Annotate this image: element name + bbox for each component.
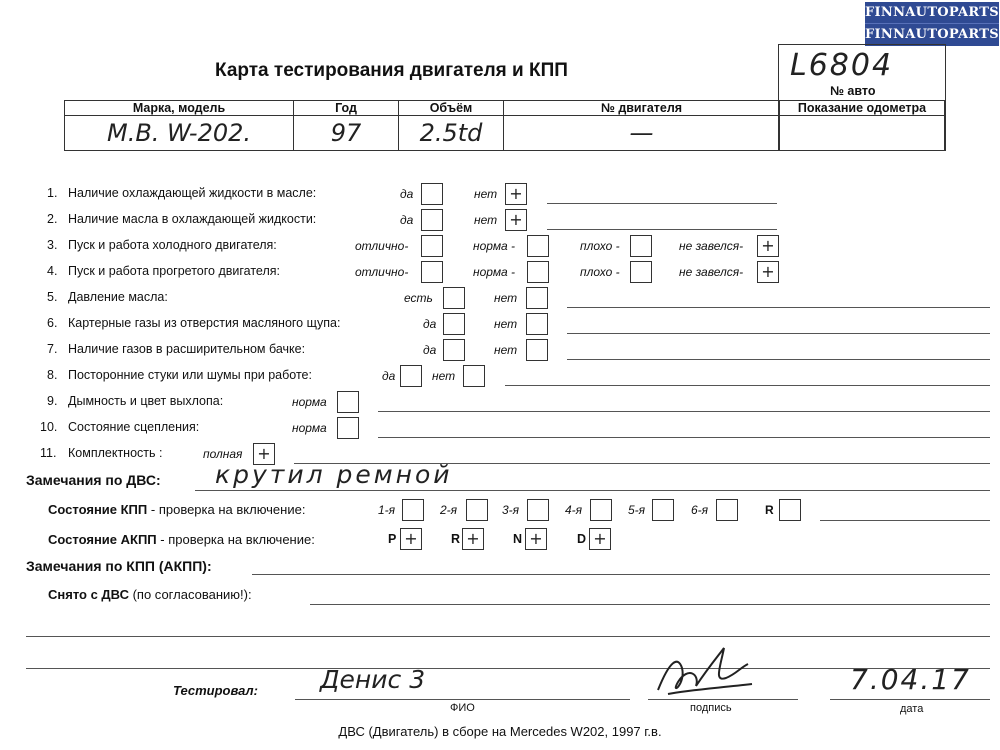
col-header-odometer: Показание одометра <box>780 101 945 116</box>
kpp-gear-label: 4-я <box>565 503 583 517</box>
kpp-line <box>820 520 990 521</box>
question-text: Давление масла: <box>68 290 168 304</box>
akpp-gear-label: P <box>388 532 397 546</box>
option-checkbox[interactable] <box>421 261 443 283</box>
engine-no-value: — <box>504 116 780 151</box>
car-number-value: L6804 <box>790 48 894 83</box>
kpp-gear-checkbox[interactable] <box>779 499 801 521</box>
removed-line <box>310 604 990 605</box>
check-mark-icon: + <box>404 529 418 548</box>
date-label: дата <box>900 703 924 715</box>
akpp-gear-checkbox[interactable] <box>400 528 422 550</box>
answer-line <box>567 333 990 334</box>
check-mark-icon: + <box>593 529 607 548</box>
option-label: отлично- <box>355 265 409 279</box>
option-checkbox[interactable] <box>505 209 527 231</box>
model-value: M.B. W-202. <box>65 116 294 151</box>
col-header-volume: Объём <box>399 101 504 116</box>
answer-line <box>547 229 777 230</box>
option-label: да <box>423 343 437 357</box>
vehicle-info-table <box>64 100 945 151</box>
option-checkbox[interactable] <box>526 313 548 335</box>
question-text: Пуск и работа холодного двигателя: <box>68 238 277 252</box>
col-header-model: Марка, модель <box>65 101 294 116</box>
check-mark-icon: + <box>466 529 480 548</box>
question-number: 5. <box>47 290 58 304</box>
kpp-gear-label: R <box>765 503 774 517</box>
option-checkbox[interactable] <box>400 365 422 387</box>
question-text: Наличие охлаждающей жидкости в масле: <box>68 186 317 200</box>
option-label: норма <box>292 395 327 409</box>
option-label: да <box>400 187 414 201</box>
check-mark-icon: + <box>509 210 523 229</box>
kpp-gear-checkbox[interactable] <box>590 499 612 521</box>
option-label: нет <box>494 343 518 357</box>
kpp-remarks-line <box>252 574 990 575</box>
check-mark-icon: + <box>761 262 775 281</box>
akpp-gear-label: D <box>577 532 587 546</box>
check-mark-icon: + <box>761 236 775 255</box>
option-label: норма <box>292 421 327 435</box>
option-label: нет <box>432 369 456 383</box>
question-text: Наличие масла в охлаждающей жидкости: <box>68 212 317 226</box>
signature-image <box>648 638 758 706</box>
kpp-suffix: - проверка на включение: <box>150 502 306 517</box>
fio-label: ФИО <box>450 702 475 714</box>
option-label: да <box>423 317 437 331</box>
signature-label: подпись <box>690 702 732 714</box>
option-checkbox[interactable] <box>443 313 465 335</box>
akpp-gear-label: N <box>513 532 523 546</box>
answer-line <box>547 203 777 204</box>
option-label: да <box>400 213 414 227</box>
question-text: Состояние сцепления: <box>68 420 200 434</box>
option-label: плохо - <box>580 265 620 279</box>
answer-line <box>567 359 990 360</box>
option-checkbox[interactable] <box>527 235 549 257</box>
option-label: полная <box>203 447 243 461</box>
akpp-gear-checkbox[interactable] <box>589 528 611 550</box>
question-text: Дымность и цвет выхлопа: <box>68 394 224 408</box>
watermark-text: FINNAUTOPARTS <box>865 2 999 24</box>
option-label: плохо - <box>580 239 620 253</box>
check-mark-icon: + <box>509 184 523 203</box>
question-number: 6. <box>47 316 58 330</box>
option-checkbox[interactable] <box>630 261 652 283</box>
question-number: 8. <box>47 368 58 382</box>
option-checkbox[interactable] <box>421 235 443 257</box>
option-label: норма - <box>473 265 516 279</box>
blank-line-1 <box>26 636 990 637</box>
kpp-label: Состояние КПП <box>48 502 148 517</box>
kpp-gear-label: 2-я <box>440 503 458 517</box>
removed-label: Снято с ДВС <box>48 587 129 602</box>
question-number: 2. <box>47 212 58 226</box>
question-number: 10. <box>40 420 58 434</box>
question-number: 9. <box>47 394 58 408</box>
akpp-gear-checkbox[interactable] <box>462 528 484 550</box>
watermark-logo <box>865 2 999 46</box>
kpp-gear-checkbox[interactable] <box>527 499 549 521</box>
kpp-gear-checkbox[interactable] <box>716 499 738 521</box>
option-label: да <box>382 369 396 383</box>
year-value: 97 <box>294 116 399 151</box>
option-checkbox[interactable] <box>443 339 465 361</box>
kpp-gear-checkbox[interactable] <box>652 499 674 521</box>
option-checkbox[interactable] <box>630 235 652 257</box>
odometer-value <box>780 116 945 151</box>
removed-row-label <box>48 587 252 602</box>
option-label: есть <box>404 291 433 305</box>
date-line <box>830 699 990 700</box>
option-label: не завелся- <box>679 265 744 279</box>
question-text: Посторонние стуки или шумы при работе: <box>68 368 312 382</box>
engine-remarks-line <box>195 490 990 491</box>
check-mark-icon: + <box>257 444 271 463</box>
option-checkbox[interactable] <box>443 287 465 309</box>
date-value: 7.04.17 <box>850 663 971 696</box>
option-checkbox[interactable] <box>337 391 359 413</box>
option-checkbox[interactable] <box>421 209 443 231</box>
option-label: нет <box>494 291 518 305</box>
akpp-gear-label: R <box>451 532 461 546</box>
option-label: не завелся- <box>679 239 744 253</box>
engine-remarks-label: Замечания по ДВС: <box>26 472 161 488</box>
answer-line <box>378 437 990 438</box>
form-title: Карта тестирования двигателя и КПП <box>215 60 568 81</box>
kpp-gear-checkbox[interactable] <box>402 499 424 521</box>
question-number: 4. <box>47 264 58 278</box>
option-label: нет <box>494 317 518 331</box>
tester-line <box>295 699 630 700</box>
check-mark-icon: + <box>529 529 543 548</box>
option-checkbox[interactable] <box>526 287 548 309</box>
kpp-gear-label: 1-я <box>378 503 396 517</box>
col-header-year: Год <box>294 101 399 116</box>
question-number: 7. <box>47 342 58 356</box>
kpp-gear-label: 3-я <box>502 503 520 517</box>
akpp-row-label <box>48 532 315 547</box>
answer-line <box>505 385 990 386</box>
kpp-gear-checkbox[interactable] <box>466 499 488 521</box>
kpp-gear-label: 5-я <box>628 503 646 517</box>
col-header-engine-no: № двигателя <box>504 101 780 116</box>
option-label: нет <box>474 187 498 201</box>
question-number: 11. <box>40 446 57 460</box>
kpp-gear-label: 6-я <box>691 503 709 517</box>
volume-value: 2.5td <box>399 116 504 151</box>
engine-remarks-value: крутил ремной <box>215 460 453 489</box>
akpp-gear-checkbox[interactable] <box>525 528 547 550</box>
kpp-row-label <box>48 502 305 517</box>
option-label: норма - <box>473 239 516 253</box>
question-text: Пуск и работа прогретого двигателя: <box>68 264 280 278</box>
option-checkbox[interactable] <box>463 365 485 387</box>
tester-label: Тестировал: <box>173 683 258 698</box>
kpp-remarks-label: Замечания по КПП (АКПП): <box>26 558 212 574</box>
option-checkbox[interactable] <box>757 261 779 283</box>
option-label: отлично- <box>355 239 409 253</box>
option-label: нет <box>474 213 498 227</box>
option-checkbox[interactable] <box>527 261 549 283</box>
signature-line <box>648 699 798 700</box>
caption: ДВС (Двигатель) в сборе на Mercedes W202, 1997 г.в. <box>338 724 662 739</box>
tester-name: Денис 3 <box>320 665 426 694</box>
akpp-suffix: - проверка на включение: <box>160 532 315 547</box>
question-text: Картерные газы из отверстия масляного щупа: <box>68 316 341 330</box>
question-number: 3. <box>47 238 58 252</box>
watermark-text: FINNAUTOPARTS <box>865 27 999 42</box>
question-number: 1. <box>47 186 58 200</box>
akpp-label: Состояние АКПП <box>48 532 157 547</box>
blank-line-2 <box>26 668 990 669</box>
option-checkbox[interactable] <box>421 183 443 205</box>
question-text: Наличие газов в расширительном бачке: <box>68 342 306 356</box>
answer-line <box>378 411 990 412</box>
question-text: Комплектность : <box>68 446 163 460</box>
option-checkbox[interactable] <box>337 417 359 439</box>
option-checkbox[interactable] <box>505 183 527 205</box>
car-number-label: № авто <box>830 84 876 98</box>
option-checkbox[interactable] <box>526 339 548 361</box>
removed-suffix: (по согласованию!): <box>132 587 252 602</box>
option-checkbox[interactable] <box>757 235 779 257</box>
answer-line <box>567 307 990 308</box>
